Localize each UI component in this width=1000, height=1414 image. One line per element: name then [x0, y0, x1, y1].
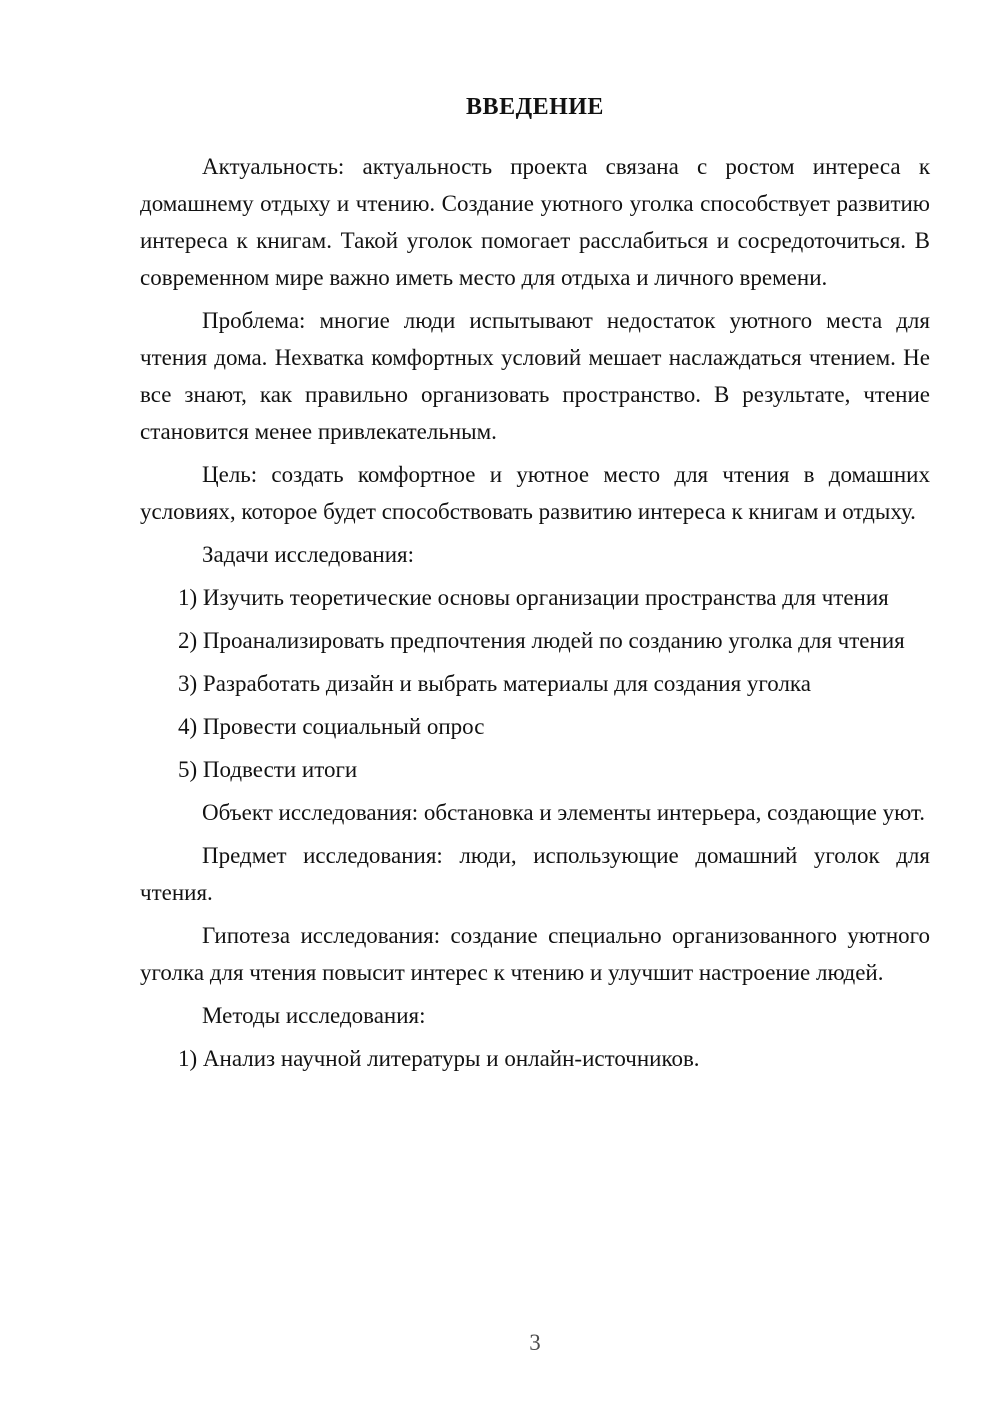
task-item-4: 4) Провести социальный опрос [178, 714, 485, 739]
task-item-1: 1) Изучить теоретические основы организации пространства для чтения [178, 585, 889, 610]
paragraph-subject: Предмет исследования: люди, использующие домашний уголок для чтения. [140, 843, 930, 905]
page-number: 3 [529, 1330, 541, 1355]
methods-heading: Методы исследования: [202, 1003, 426, 1028]
paragraph-hypothesis: Гипотеза исследования: создание специально организованного уютного уголка для чтения повысит интерес к чтению и улучшит настроение людей. [140, 923, 930, 985]
task-item-3: 3) Разработать дизайн и выбрать материалы для создания уголка [178, 671, 811, 696]
paragraph-goal: Цель: создать комфортное и уютное место для чтения в домашних условиях, которое будет способствовать развитию интереса к книгам и отдыху. [140, 462, 930, 524]
tasks-heading: Задачи исследования: [202, 542, 415, 567]
paragraph-problem: Проблема: многие люди испытывают недостаток уютного места для чтения дома. Нехватка комфортных условий мешает наслаждаться чтением. Не все знают, как правильно организовать пространство. В результате, чтение становится менее привлекательным. [140, 308, 930, 444]
page-title: ВВЕДЕНИЕ [466, 94, 604, 120]
task-item-2: 2) Проанализировать предпочтения людей по созданию уголка для чтения [178, 628, 905, 653]
paragraph-relevance: Актуальность: актуальность проекта связана с ростом интереса к домашнему отдыху и чтению. Создание уютного уголка способствует развитию интереса к книгам. Такой уголок помогает расслабиться и сосредоточиться. В современном мире важно иметь место для отдыха и личного времени. [140, 154, 930, 290]
task-item-5: 5) Подвести итоги [178, 757, 358, 782]
method-item-1: 1) Анализ научной литературы и онлайн-источников. [178, 1046, 700, 1071]
paragraph-object: Объект исследования: обстановка и элементы интерьера, создающие уют. [202, 800, 926, 825]
